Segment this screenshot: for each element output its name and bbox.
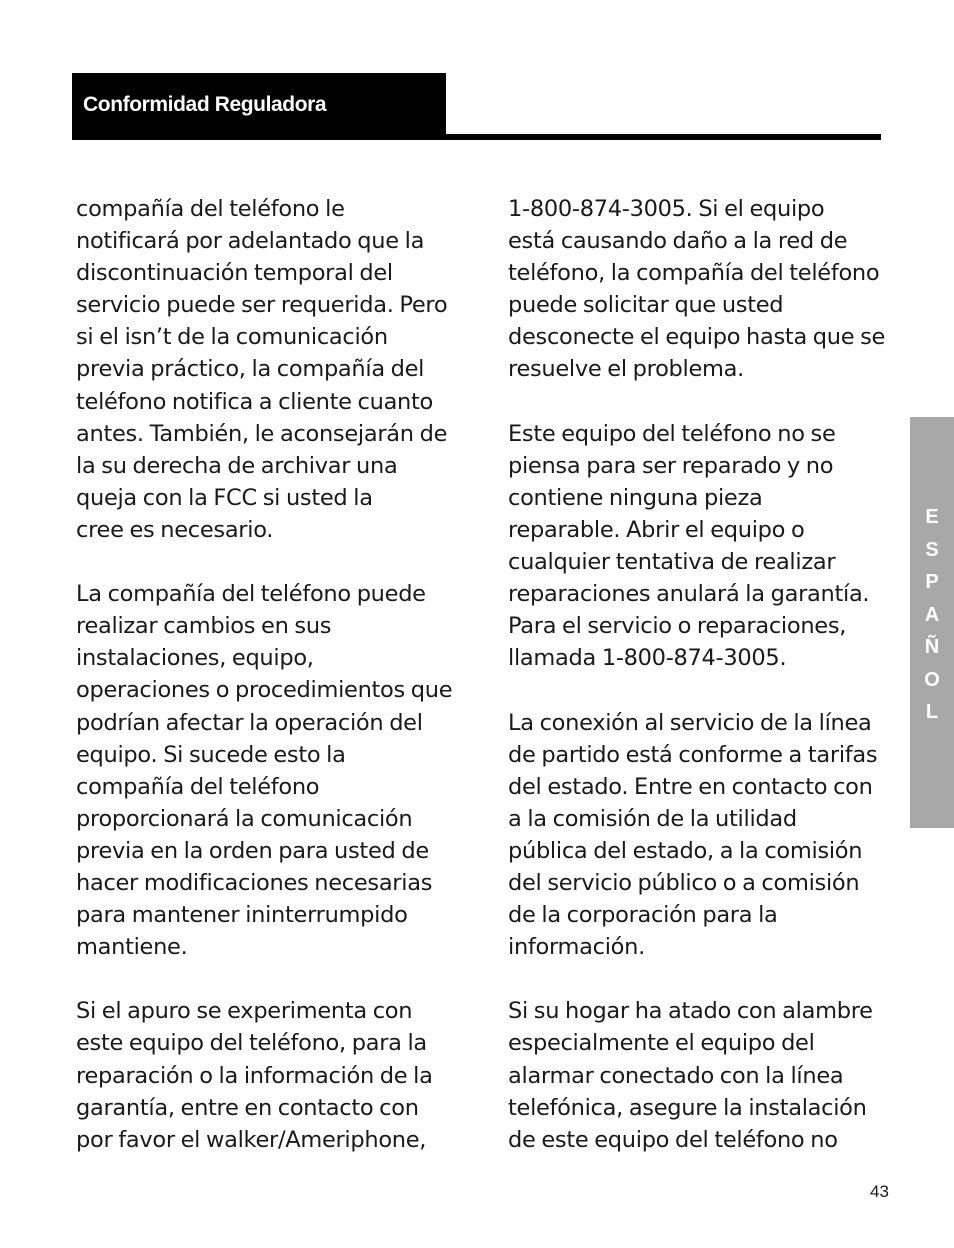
section-title: Conformidad Reguladora — [83, 93, 327, 116]
text-line: piensa para ser reparado y no — [508, 452, 834, 479]
section-header — [72, 73, 446, 140]
text-line: Si su hogar ha atado con alambre — [508, 998, 873, 1025]
tab-letter: L — [925, 701, 939, 723]
text-line: operaciones o procedimientos que — [76, 677, 453, 704]
text-line: La conexión al servicio de la línea — [508, 709, 872, 736]
paragraph — [508, 418, 893, 675]
tab-letter: Ñ — [924, 636, 940, 658]
left-text-column — [76, 193, 456, 1188]
page-number: 43 — [870, 1182, 889, 1201]
text-line: llamada 1-800-874-3005. — [508, 645, 787, 672]
text-line: si el isn’t de la comunicación — [76, 324, 388, 351]
text-line: Si el apuro se experimenta con — [76, 998, 413, 1025]
text-line: instalaciones, equipo, — [76, 645, 314, 672]
text-line: Para el servicio o reparaciones, — [508, 613, 847, 640]
text-line: la su derecha de archivar una — [76, 452, 398, 479]
tab-letter: E — [925, 506, 939, 528]
text-line: información. — [508, 934, 645, 961]
right-text-column — [508, 193, 893, 1188]
text-line: está causando daño a la red de — [508, 228, 848, 255]
tab-letter: O — [924, 668, 940, 691]
text-line: reparable. Abrir el equipo o — [508, 516, 805, 543]
text-line: de la corporación para la — [508, 902, 778, 929]
tab-letter: P — [925, 571, 939, 593]
text-line: proporcionará la comunicación — [76, 805, 413, 832]
text-line: cree es necesario. — [76, 516, 274, 543]
text-line: queja con la FCC si usted la — [76, 484, 373, 511]
text-line: 1-800-874-3005. Si el equipo — [508, 196, 825, 222]
text-line: del estado. Entre en contacto con — [508, 773, 873, 800]
paragraph — [76, 995, 456, 1155]
text-line: contiene ninguna pieza — [508, 484, 763, 511]
text-line: a la comisión de la utilidad — [508, 805, 797, 832]
text-line: especialmente el equipo del — [508, 1030, 815, 1057]
text-line: podrían afectar la operación del — [76, 709, 423, 736]
paragraph — [76, 578, 456, 963]
text-line: hacer modificaciones necesarias — [76, 869, 433, 896]
text-line: discontinuación temporal del — [76, 260, 393, 287]
text-line: de partido está conforme a tarifas — [508, 741, 878, 768]
text-line: La compañía del teléfono puede — [76, 581, 426, 608]
paragraph — [508, 193, 893, 386]
text-line: antes. También, le aconsejarán de — [76, 420, 448, 447]
text-line: puede solicitar que usted — [508, 292, 784, 319]
text-line: previa en la orden para usted de — [76, 837, 429, 864]
text-line: teléfono, la compañía del teléfono — [508, 260, 880, 287]
text-line: desconecte el equipo hasta que se — [508, 324, 886, 351]
text-line: cualquier tentativa de realizar — [508, 549, 836, 576]
text-line: equipo. Si sucede esto la — [76, 741, 346, 768]
text-line: reparaciones anulará la garantía. — [508, 581, 870, 608]
text-line: previa práctico, la compañía del — [76, 356, 425, 383]
text-line: notificará por adelantado que la — [76, 228, 425, 255]
tab-letter: S — [925, 538, 939, 561]
language-tab-letters — [910, 501, 954, 729]
text-line: para mantener ininterrumpido — [76, 902, 408, 929]
paragraph — [76, 193, 456, 546]
text-line: resuelve el problema. — [508, 356, 744, 383]
text-line: telefónica, asegure la instalación — [508, 1094, 867, 1121]
text-line: mantiene. — [76, 934, 188, 961]
language-tab-espanol — [910, 417, 954, 828]
header-rule — [72, 134, 881, 140]
text-line: alarmar conectado con la línea — [508, 1062, 844, 1089]
text-line: realizar cambios en sus — [76, 613, 332, 640]
text-line: compañía del teléfono le — [76, 196, 345, 222]
text-line: por favor el walker/Ameriphone, — [76, 1126, 427, 1153]
paragraph — [508, 707, 893, 964]
tab-letter: A — [924, 603, 940, 626]
text-line: Este equipo del teléfono no se — [508, 420, 836, 447]
text-line: pública del estado, a la comisión — [508, 837, 863, 864]
text-line: reparación o la información de la — [76, 1062, 433, 1089]
text-line: del servicio público o a comisión — [508, 869, 860, 896]
text-line: servicio puede ser requerida. Pero — [76, 292, 448, 319]
text-line: compañía del teléfono — [76, 773, 320, 800]
text-line: teléfono notifica a cliente cuanto — [76, 388, 434, 415]
text-line: garantía, entre en contacto con — [76, 1094, 419, 1121]
text-line: este equipo del teléfono, para la — [76, 1030, 427, 1057]
text-line: de este equipo del teléfono no — [508, 1126, 838, 1153]
paragraph — [508, 995, 893, 1155]
